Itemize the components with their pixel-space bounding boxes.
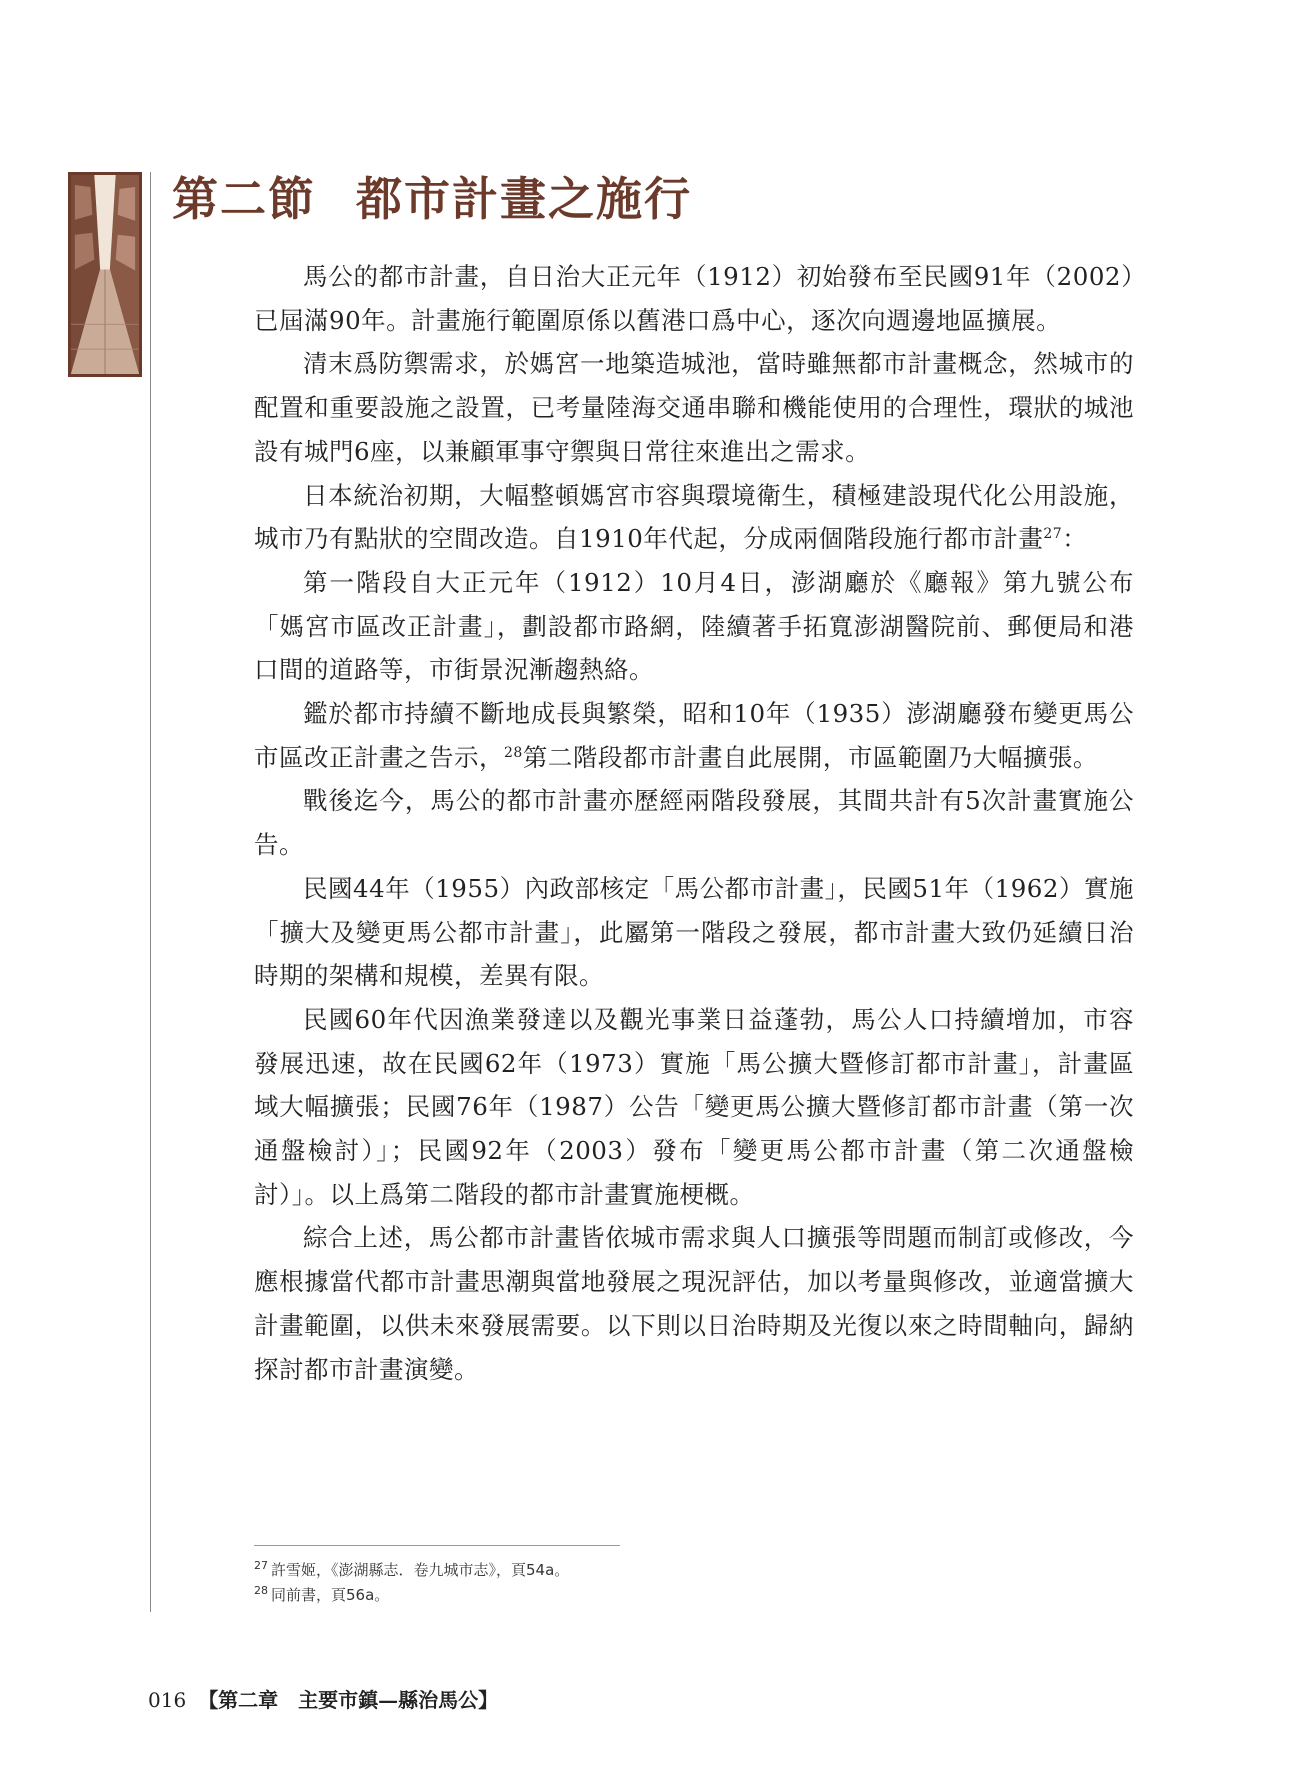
paragraph: 日本統治初期，大幅整頓媽宮市容與環境衛生，積極建設現代化公用設施，城市乃有點狀的空間改造。自1910年代起，分成兩個階段施行都市計畫$^{27}$： bbox=[254, 480, 1134, 554]
paragraph: 第一階段自大正元年（1912）10月4日，澎湖廳於《廳報》第九號公布「媽宮市區改正計畫」，劃設都市路網，陸續著手拓寬澎湖醫院前、郵便局和港口間的道路等，市街景況漸趨熱絡。 bbox=[254, 567, 1134, 685]
section-heading: 都市計畫之施行 bbox=[356, 172, 692, 226]
footnote: $^{27}$ 許雪姬，《澎湖縣志．卷九城市志》，頁54a。 bbox=[254, 1559, 570, 1579]
section-title bbox=[172, 163, 692, 229]
margin-rule bbox=[150, 172, 151, 1612]
paragraph: 民國60年代因漁業發達以及觀光事業日益蓬勃，馬公人口持續增加，市容發展迅速，故在民國62年（1973）實施「馬公擴大暨修訂都市計畫」，計畫區域大幅擴張；民國76年（1987）公告「變更馬公擴大暨修訂都市計畫（第一次通盤檢討）」；民國92年（2003）發布「變更馬公都市計畫（第二次通盤檢討）」。以上爲第二階段的都市計畫實施梗概。 bbox=[254, 1004, 1134, 1209]
paragraph: 馬公的都市計畫，自日治大正元年（1912）初始發布至民國91年（2002）已屆滿90年。計畫施行範圍原係以舊港口爲中心，逐次向週邊地區擴展。 bbox=[254, 262, 1134, 335]
paragraph: 戰後迄今，馬公的都市計畫亦歷經兩階段發展，其間共計有5次計畫實施公告。 bbox=[254, 786, 1134, 860]
paragraph: 清末爲防禦需求，於媽宮一地築造城池，當時雖無都市計畫概念，然城市的配置和重要設施之設置，已考量陸海交通串聯和機能使用的合理性，環狀的城池設有城門6座，以兼顧軍事守禦與日常往來進出之需求。 bbox=[254, 349, 1134, 466]
body-text bbox=[254, 255, 1134, 1391]
footnote-ref[interactable]: 27 bbox=[1043, 526, 1063, 543]
paragraph: 綜合上述，馬公都市計畫皆依城市需求與人口擴張等問題而制訂或修改，今應根據當代都市計畫思潮與當地發展之現況評估，加以考量與修改，並適當擴大計畫範圍，以供未來發展需要。以下則以日治時期及光復以來之時間軸向，歸納探討都市計畫演變。 bbox=[254, 1223, 1134, 1384]
footnote: $^{28}$ 同前書，頁56a。 bbox=[254, 1584, 390, 1604]
page-footer bbox=[148, 1684, 498, 1713]
footnote-ref[interactable]: 28 bbox=[504, 744, 523, 761]
street-photo-image bbox=[71, 175, 139, 374]
street-photo bbox=[68, 172, 142, 377]
paragraph: 鑑於都市持續不斷地成長與繁榮，昭和10年（1935）澎湖廳發布變更馬公市區改正計畫之告示，$^{28}$第二階段都市計畫自此展開，市區範圍乃大幅擴張。 bbox=[254, 699, 1134, 772]
footnote-divider bbox=[254, 1545, 620, 1546]
page-number: 016 bbox=[148, 1688, 187, 1712]
paragraph: 民國44年（1955）內政部核定「馬公都市計畫」，民國51年（1962）實施「擴大及變更馬公都市計畫」，此屬第一階段之發展，都市計畫大致仍延續日治時期的架構和規模，差異有限。 bbox=[254, 873, 1134, 991]
footnotes bbox=[254, 1558, 1134, 1608]
chapter-title: 【第二章 主要市鎮—縣治馬公】 bbox=[198, 1688, 499, 1712]
section-number: 第二節 bbox=[172, 172, 316, 226]
